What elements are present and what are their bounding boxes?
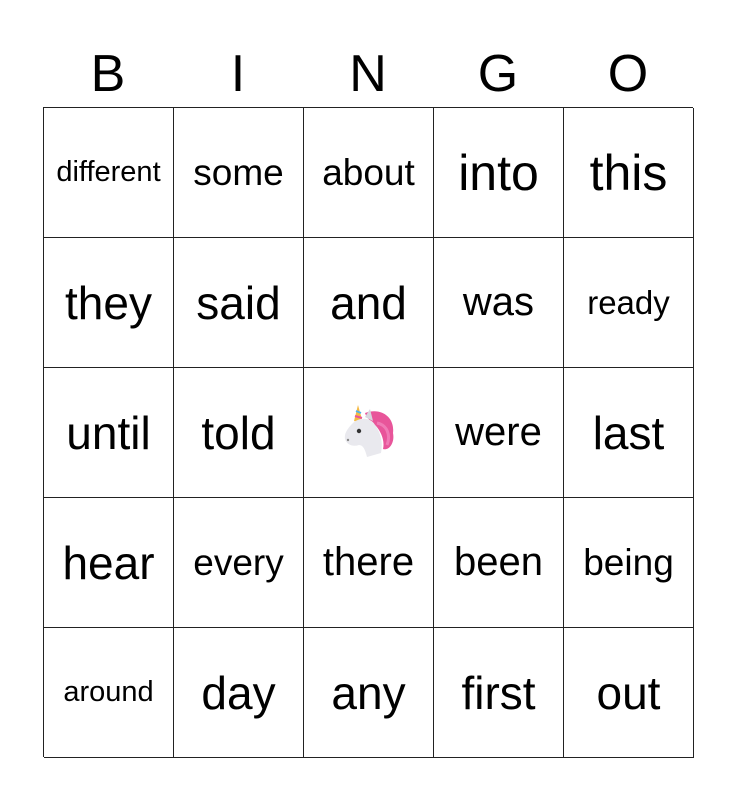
unicorn-icon bbox=[337, 401, 401, 465]
bingo-cell[interactable]: they bbox=[44, 238, 174, 368]
bingo-cell[interactable]: being bbox=[564, 498, 694, 628]
header-letter-b: B bbox=[90, 45, 126, 103]
bingo-cell[interactable]: there bbox=[304, 498, 434, 628]
bingo-cell[interactable]: hear bbox=[44, 498, 174, 628]
bingo-cell[interactable]: different bbox=[44, 108, 174, 238]
bingo-cell[interactable]: first bbox=[434, 628, 564, 758]
bingo-cell[interactable]: last bbox=[564, 368, 694, 498]
free-space-cell[interactable] bbox=[304, 368, 434, 498]
bingo-cell[interactable]: told bbox=[174, 368, 304, 498]
bingo-cell[interactable]: was bbox=[434, 238, 564, 368]
bingo-cell[interactable]: around bbox=[44, 628, 174, 758]
bingo-cell[interactable]: said bbox=[174, 238, 304, 368]
bingo-cell[interactable]: been bbox=[434, 498, 564, 628]
bingo-cell[interactable]: day bbox=[174, 628, 304, 758]
bingo-cell[interactable]: until bbox=[44, 368, 174, 498]
header-letter-g: G bbox=[477, 45, 519, 103]
bingo-cell[interactable]: ready bbox=[564, 238, 694, 368]
bingo-cell[interactable]: out bbox=[564, 628, 694, 758]
bingo-cell[interactable]: any bbox=[304, 628, 434, 758]
bingo-cell[interactable]: some bbox=[174, 108, 304, 238]
bingo-cell[interactable]: and bbox=[304, 238, 434, 368]
bingo-cell[interactable]: into bbox=[434, 108, 564, 238]
bingo-cell[interactable]: about bbox=[304, 108, 434, 238]
bingo-cell[interactable]: were bbox=[434, 368, 564, 498]
bingo-cell[interactable]: this bbox=[564, 108, 694, 238]
bingo-header bbox=[43, 40, 693, 108]
header-letter-o: O bbox=[607, 45, 649, 103]
header-letter-n: N bbox=[349, 45, 387, 103]
bingo-card-grid bbox=[43, 107, 693, 757]
header-letter-i: I bbox=[230, 45, 246, 103]
bingo-cell[interactable]: every bbox=[174, 498, 304, 628]
